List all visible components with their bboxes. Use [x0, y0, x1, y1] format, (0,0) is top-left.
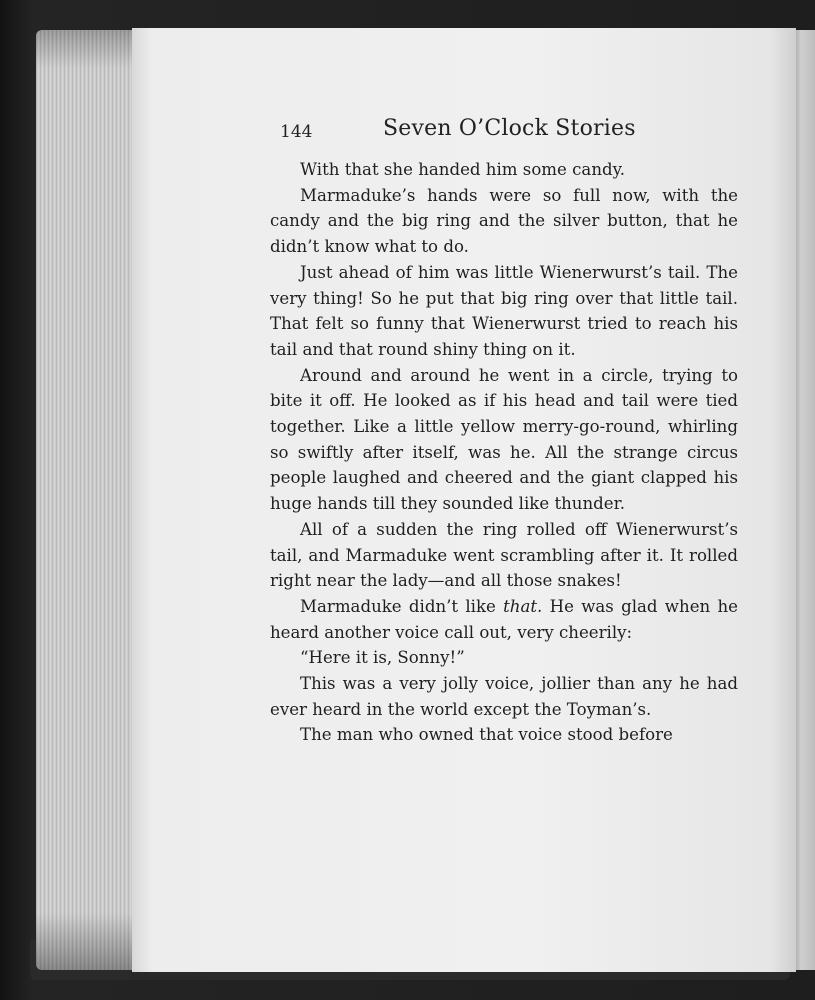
paragraph [270, 594, 738, 645]
paragraph: All of a sudden the ring rolled off Wienerwurst’s tail, and Marmaduke went scrambling after it. It rolled right near the lady—and all those snakes! [270, 519, 738, 591]
paragraph: “Here it is, Sonny!” [300, 648, 465, 668]
page-number: 144 [280, 122, 313, 142]
paragraph-text: He was glad when he heard another voice call out, very cheerily: [270, 596, 738, 642]
paragraph: Around and around he went in a circle, trying to bite it off. He looked as if his head and tail were tied together. Like a little yellow merry-go-round, whirling so swiftly after itself, was he. All the strange circus people laughed and cheered and the giant clapped his huge hands till they sounded like thunder. [270, 365, 738, 514]
paragraph: Just ahead of him was little Wienerwurst’s tail. The very thing! So he put that big ring over that little tail. That felt so funny that Wienerwurst tried to reach his tail and that round shiny thing on it. [270, 262, 738, 359]
paragraph: This was a very jolly voice, jollier than any he had ever heard in the world except the Toyman’s. [270, 674, 738, 719]
running-head-title: Seven O’Clock Stories [383, 116, 636, 141]
paragraph-text: Marmaduke didn’t like [300, 596, 504, 616]
body-text [270, 157, 738, 748]
paragraph: The man who owned that voice stood before [300, 725, 673, 745]
page-header [280, 116, 740, 148]
page-edges [36, 30, 136, 970]
emphasis-text: that. [503, 596, 543, 616]
paragraph: Marmaduke’s hands were so full now, with the candy and the big ring and the silver button, that he didn’t know what to do. [270, 185, 738, 257]
paragraph: With that she handed him some candy. [300, 160, 626, 179]
